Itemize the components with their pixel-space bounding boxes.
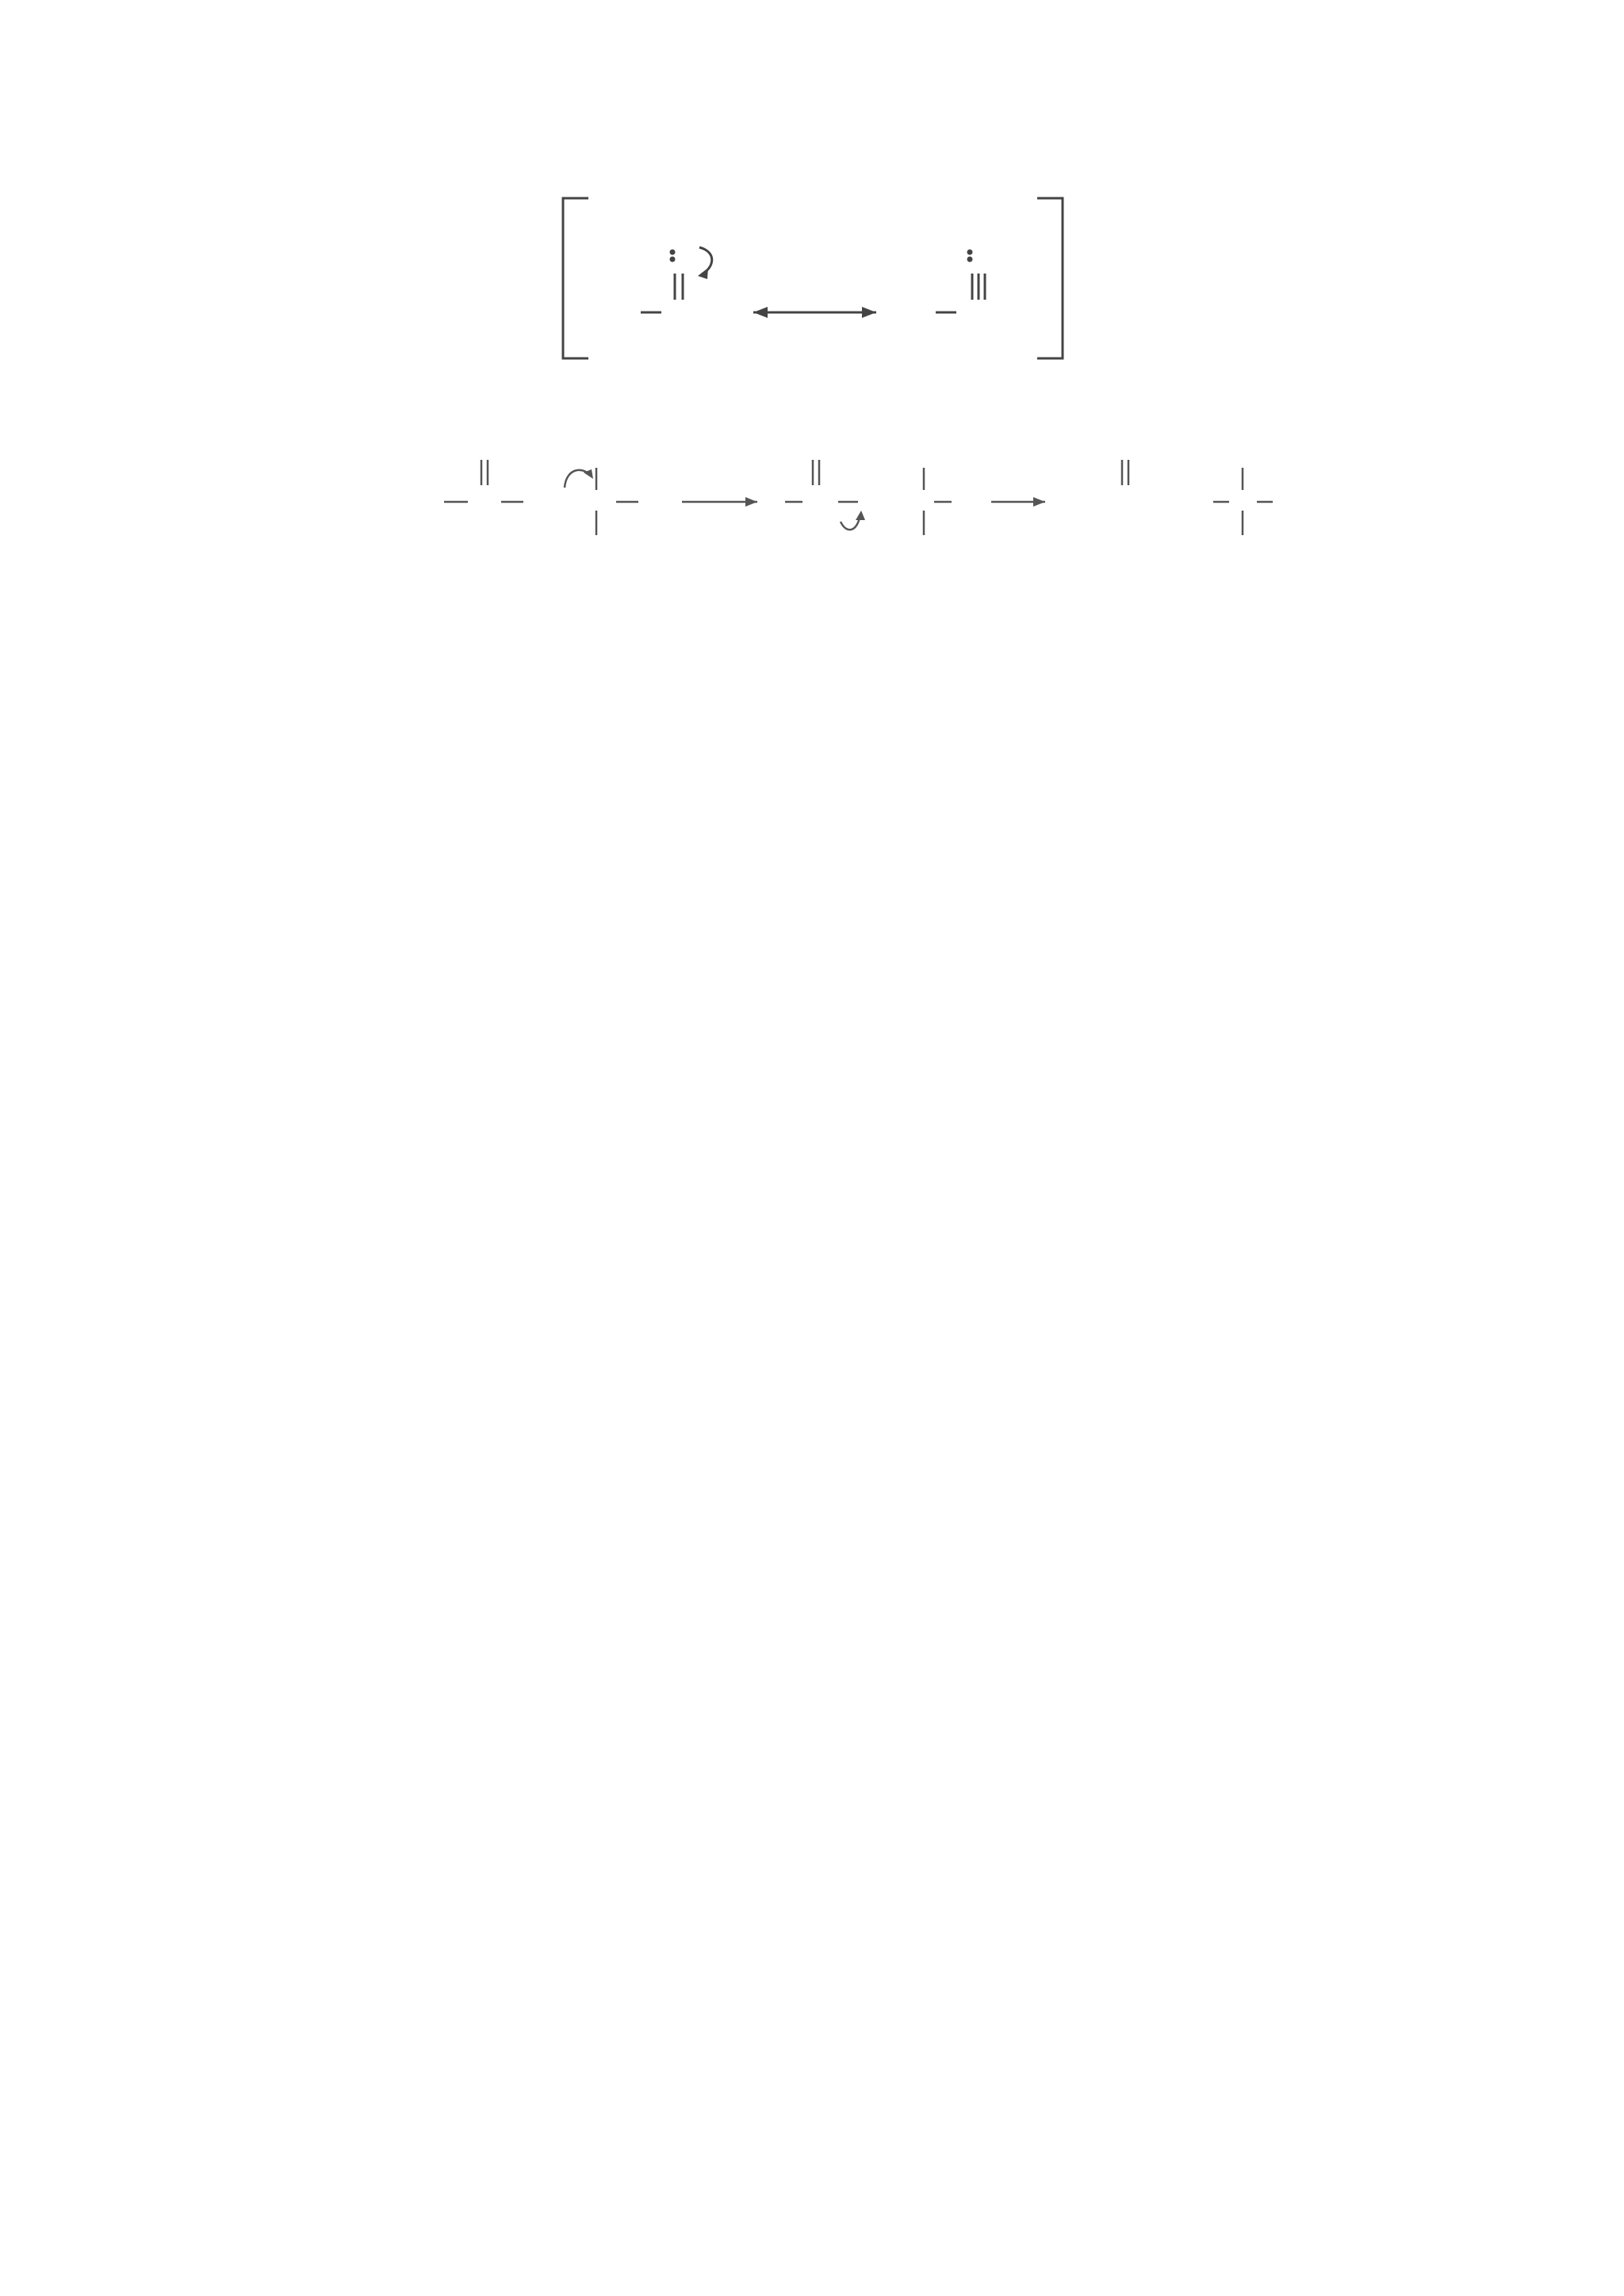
acylium-resonance-diagram — [0, 0, 1624, 373]
acylium-formation-diagram — [0, 428, 1624, 579]
